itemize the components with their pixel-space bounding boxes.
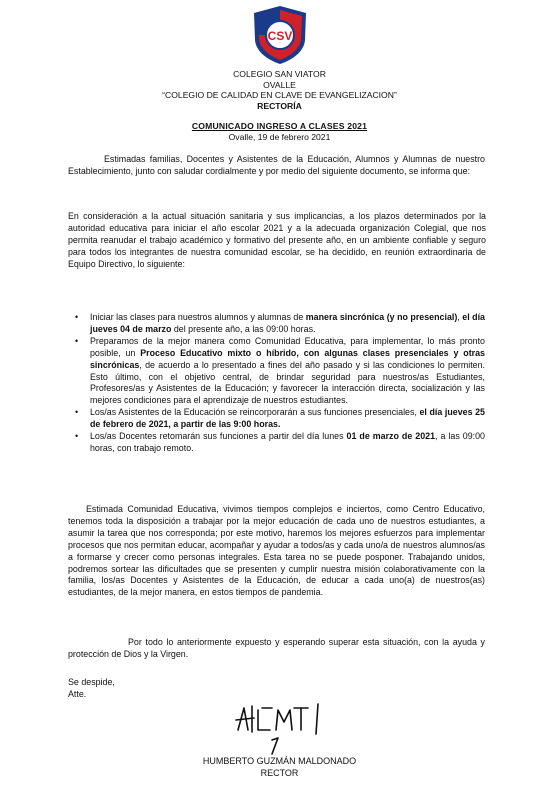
farewell-block	[68, 677, 268, 701]
school-name: COLEGIO SAN VIATOR	[233, 69, 326, 79]
list-item: • Iniciar las clases para nuestros alumnos y alumnas de manera sincrónica (y no presencial), el día jueves 04 de marzo del presente año, a las 09:00 horas.	[75, 312, 485, 336]
closing-paragraph: Estimada Comunidad Educativa, vivimos tiempos complejos e inciertos, como Centro Educativo, tenemos toda la disposición a trabajar por la mejor educación de cada uno de nuestros estudiantes, a asumir la tarea que nos corresponda; por este motivo, haremos los mejores esfuerzos para implementar procesos que nos permitan educar, acompañar y ayudar a todos/as y cada uno/a de nuestros alumnos/as a formarse y crecer como personas integrales. Esta tarea no se puede posponer. Trabajando unidos, podremos sortear las dificultades que se presenten y cumplir nuestra misión colaborativamente con la familia, los/as Docentes y Asistentes de la Educación, de educar a cada uno(a) de nuestros(as) estudiantes, de la mejor manera, en estos tiempos de pandemia.	[68, 504, 485, 598]
document-title-block	[0, 121, 559, 142]
school-city: OVALLE	[263, 79, 296, 90]
school-crest-logo	[250, 4, 310, 66]
office-name: RECTORÍA	[257, 100, 302, 111]
date-line: Ovalle, 19 de febrero 2021	[228, 131, 331, 142]
list-item: • Los/as Docentes retomarán sus funciones a partir del día lunes 01 de marzo de 2021, a las 09:00 horas, con trabajo remoto.	[75, 431, 485, 455]
letterhead	[0, 69, 559, 111]
handwritten-signature	[232, 700, 328, 758]
svg-text:CSV: CSV	[267, 29, 293, 43]
farewell-text: Se despide,	[68, 677, 115, 687]
signer-name: HUMBERTO GUZMÁN MALDONADO	[202, 756, 357, 766]
decision-list	[75, 312, 485, 455]
greeting-paragraph: Estimadas familias, Docentes y Asistentes de la Educación, Alumnos y Alumnas de nuestro Establecimiento, junto con saludar cordialmente y por medio del siguiente documento, se informa que:	[68, 154, 485, 176]
intro-paragraph: En consideración a la actual situación sanitaria y sus implicancias, a los plazos determinados por la autoridad educativa para iniciar el año escolar 2021 y a la adecuada organización Colegial, que nos permita reanudar el trabajo académico y formativo del presente año, en un ambiente confiable y seguro para todos los integrantes de nuestra comunidad escolar, se ha decidido, en reunión extraordinaria de Equipo Directivo, lo siguiente:	[68, 211, 486, 269]
atte-text: Atte.	[68, 688, 87, 699]
school-motto: “COLEGIO DE CALIDAD EN CLAVE DE EVANGELIZACION”	[162, 90, 397, 101]
document-title: COMUNICADO INGRESO A CLASES 2021	[191, 121, 368, 131]
list-item: • Preparamos de la mejor manera como Comunidad Educativa, para implementar, lo más pronto posible, un Proceso Educativo mixto o híbrido, con algunas clases presenciales y otras sincrónicas, de acuerdo a lo presentado a fines del año pasado y si las condiciones lo permiten. Esto último, con el objetivo central, de brindar seguridad para nuestros/as Estudiantes, Profesores/as y Asistentes de la Educación; y favorecer la interacción directa, socialización y las mejores condiciones para el aprendizaje de nuestros estudiantes.	[75, 336, 485, 407]
signer-block	[0, 755, 559, 779]
list-item: • Los/as Asistentes de la Educación se reincorporarán a sus funciones presenciales, el día jueves 25 de febrero de 2021, a partir de las 9:00 horas.	[75, 407, 485, 431]
final-paragraph: Por todo lo anteriormente expuesto y esperando superar esta situación, con la ayuda y protección de Dios y la Virgen.	[68, 637, 485, 659]
signer-role: RECTOR	[260, 768, 299, 778]
